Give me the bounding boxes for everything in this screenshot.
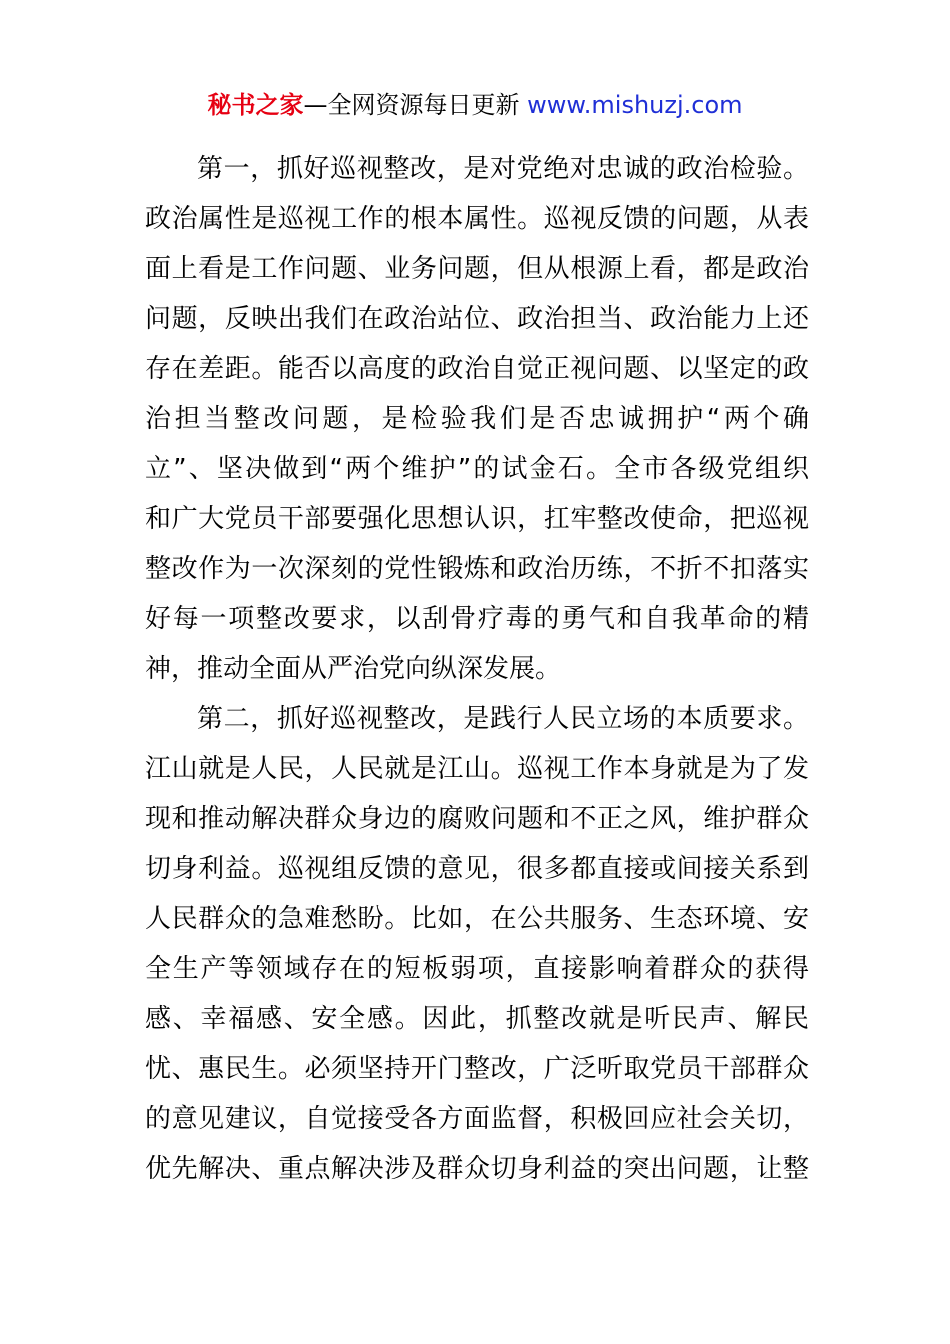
- text-line: 政治属性是巡视工作的根本属性。巡视反馈的问题，从表: [145, 204, 809, 234]
- text-line: 立”、坚决做到“两个维护”的试金石。全市各级党组织: [145, 454, 809, 484]
- page-header: [0, 88, 950, 122]
- text-line: 江山就是人民，人民就是江山。巡视工作本身就是为了发: [145, 754, 809, 784]
- header-url-link[interactable]: www.mishuzj.com: [527, 91, 743, 119]
- text-line: 忧、惠民生。必须坚持开门整改，广泛听取党员干部群众: [145, 1054, 809, 1084]
- text-line: 优先解决、重点解决涉及群众切身利益的突出问题，让整: [145, 1154, 809, 1184]
- text-line: 存在差距。能否以高度的政治自觉正视问题、以坚定的政: [145, 354, 809, 384]
- document-body: [145, 144, 809, 1194]
- text-line: 人民群众的急难愁盼。比如，在公共服务、生态环境、安: [145, 904, 809, 934]
- text-line: 现和推动解决群众身边的腐败问题和不正之风，维护群众: [145, 804, 809, 834]
- paragraph-2: [145, 694, 809, 1194]
- text-line: 神，推动全面从严治党向纵深发展。: [145, 654, 562, 684]
- text-line: 治担当整改问题，是检验我们是否忠诚拥护“两个确: [145, 404, 809, 434]
- text-line: 面上看是工作问题、业务问题，但从根源上看，都是政治: [145, 254, 809, 284]
- text-line: 切身利益。巡视组反馈的意见，很多都直接或间接关系到: [145, 854, 809, 884]
- text-line: 第一，抓好巡视整改，是对党绝对忠诚的政治检验。: [197, 154, 809, 184]
- text-line: 第二，抓好巡视整改，是践行人民立场的本质要求。: [197, 704, 809, 734]
- text-line: 感、幸福感、安全感。因此，抓整改就是听民声、解民: [145, 1004, 809, 1034]
- paragraph-1: [145, 144, 809, 694]
- text-line: 好每一项整改要求，以刮骨疗毒的勇气和自我革命的精: [145, 604, 809, 634]
- header-tagline: —全网资源每日更新: [303, 91, 520, 119]
- text-line: 问题，反映出我们在政治站位、政治担当、政治能力上还: [145, 304, 809, 334]
- text-line: 的意见建议，自觉接受各方面监督，积极回应社会关切，: [145, 1104, 809, 1134]
- brand-name: 秘书之家: [207, 91, 304, 119]
- text-line: 和广大党员干部要强化思想认识，扛牢整改使命，把巡视: [145, 504, 809, 534]
- text-line: 全生产等领域存在的短板弱项，直接影响着群众的获得: [145, 954, 809, 984]
- text-line: 整改作为一次深刻的党性锻炼和政治历练，不折不扣落实: [145, 554, 809, 584]
